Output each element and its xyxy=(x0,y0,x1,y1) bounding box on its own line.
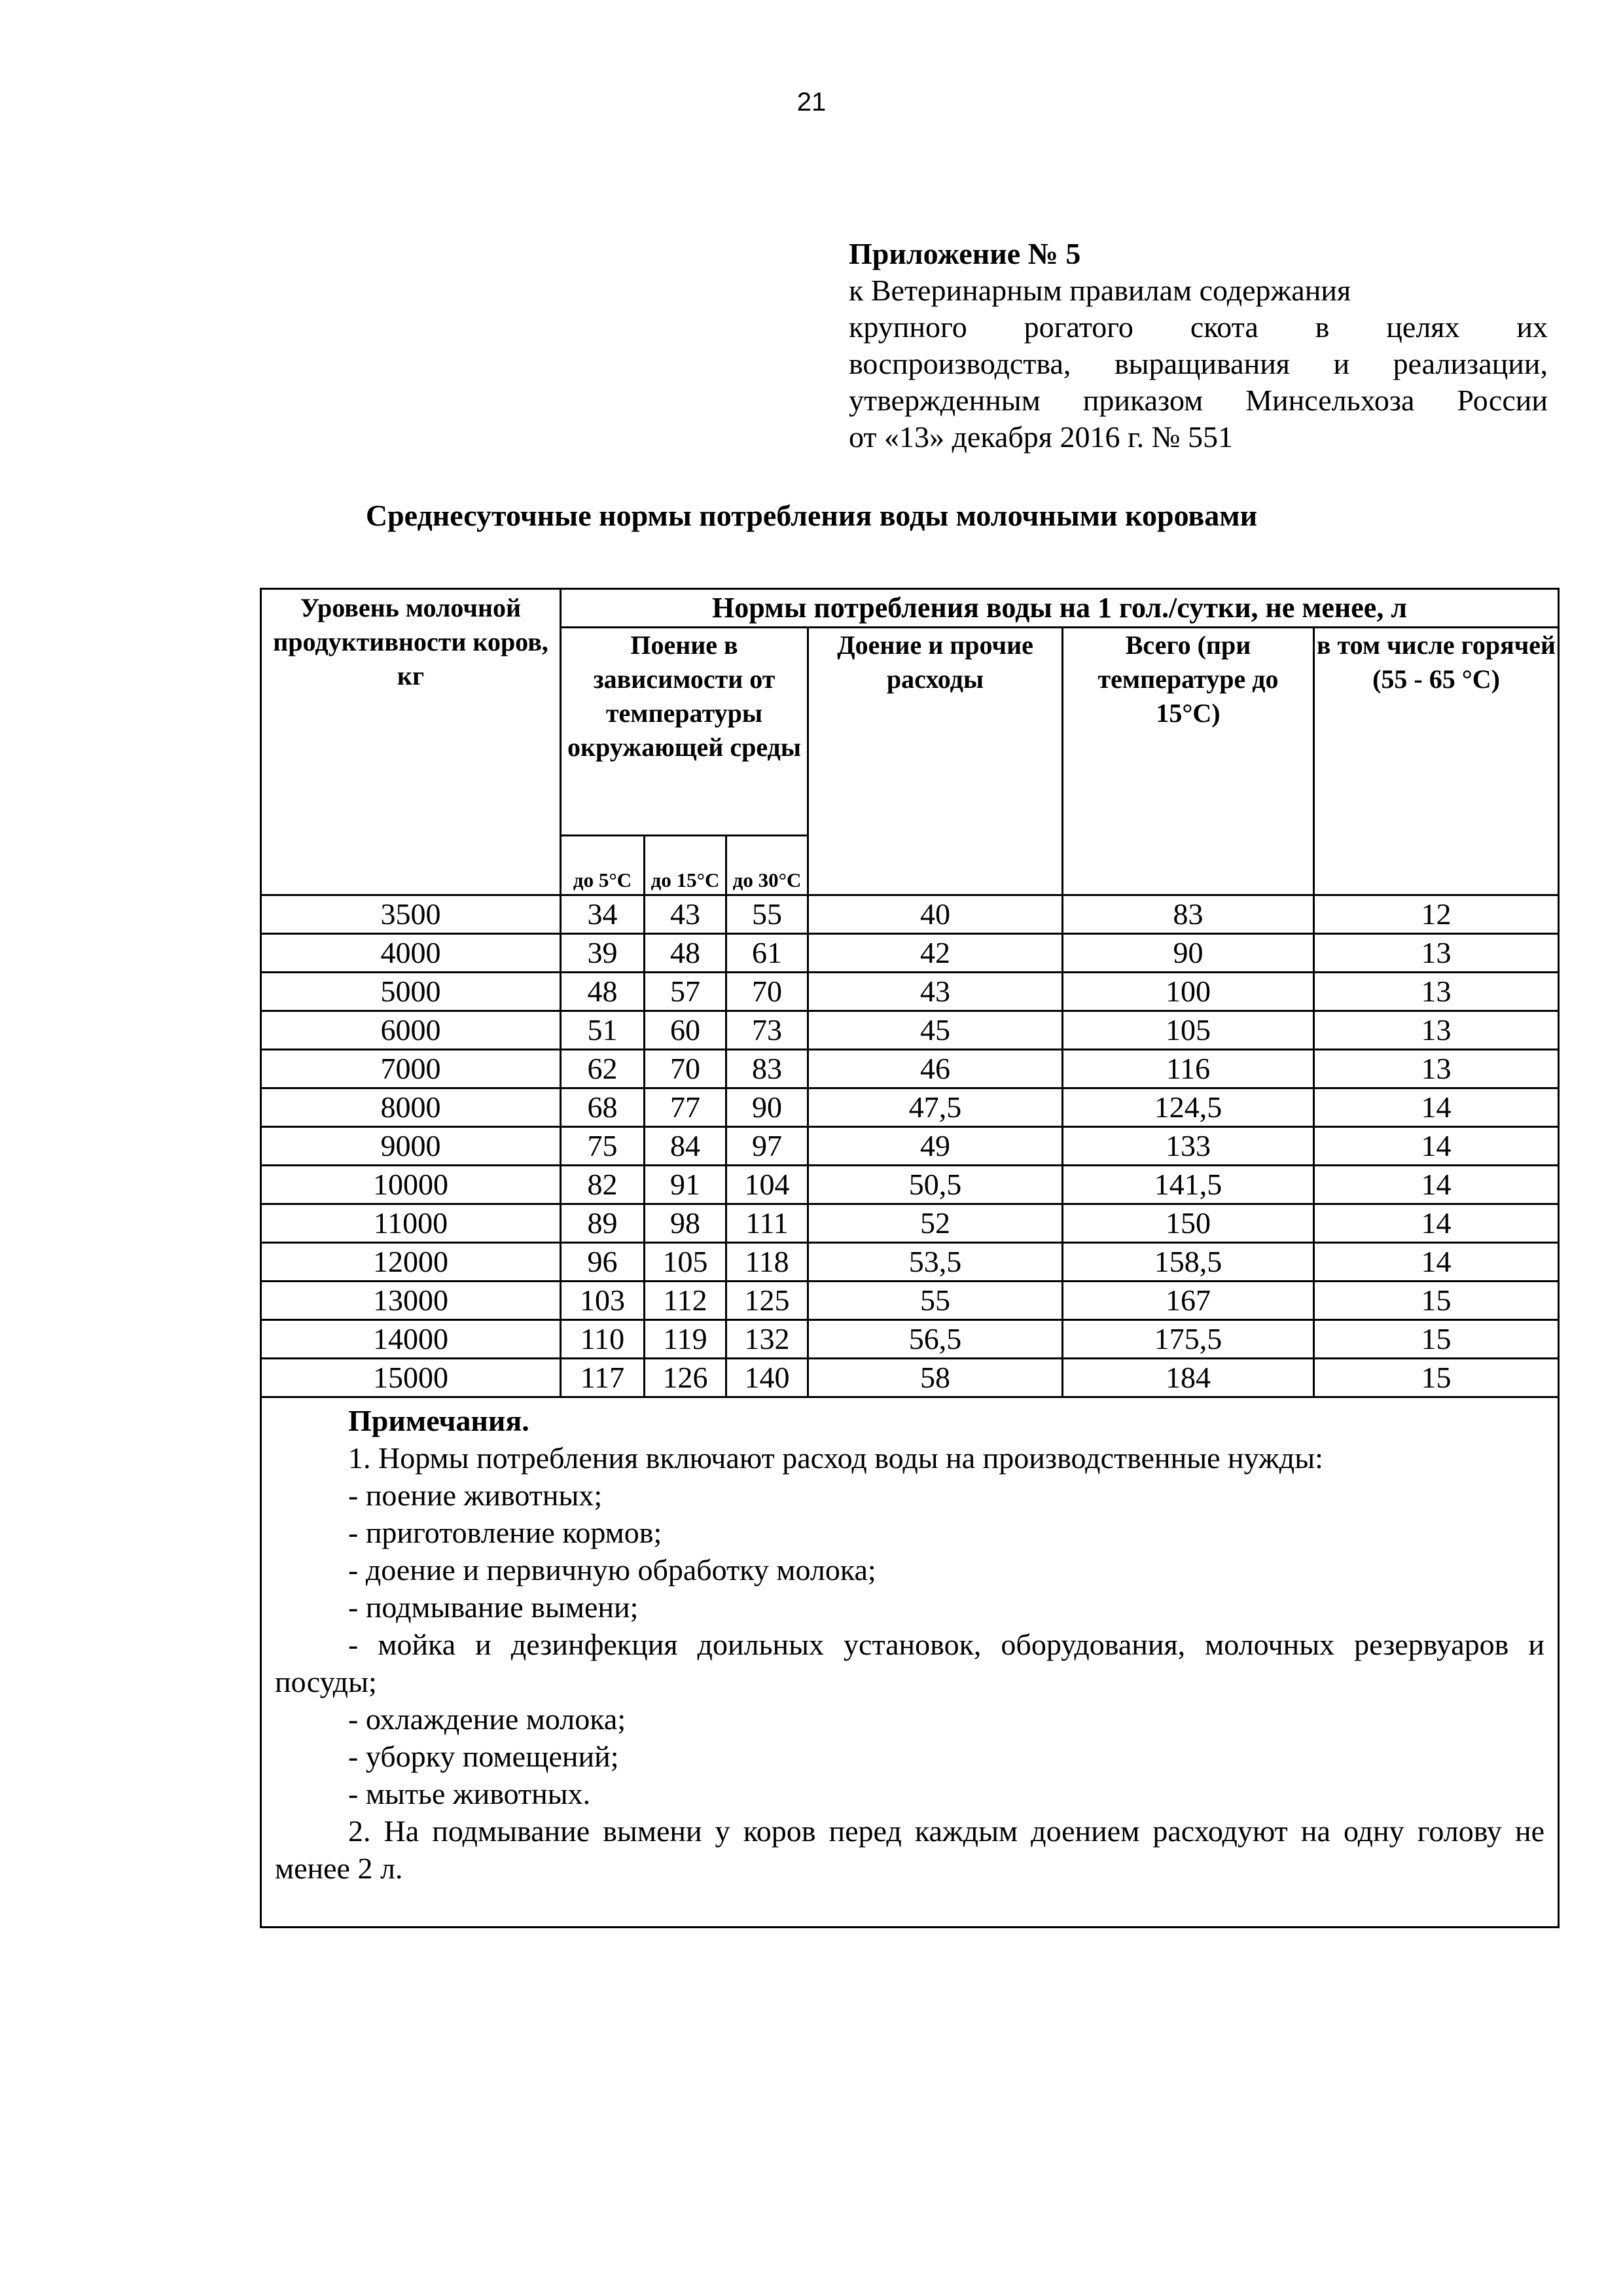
cell-production-level: 5000 xyxy=(261,973,561,1011)
note-bullet: - охлаждение молока; xyxy=(348,1702,626,1736)
cell-drinking-30c: 73 xyxy=(726,1011,808,1050)
cell-milking: 56,5 xyxy=(808,1320,1063,1359)
cell-drinking-15c: 48 xyxy=(645,934,726,973)
appendix-title: Приложение № 5 xyxy=(849,237,1081,270)
cell-drinking-30c: 132 xyxy=(726,1320,808,1359)
header-production-level: Уровень молочной продуктивности коров, кг xyxy=(261,589,561,895)
cell-drinking-15c: 43 xyxy=(645,895,726,934)
cell-drinking-5c: 68 xyxy=(561,1088,645,1127)
header-temp-30: до 30°С xyxy=(726,836,808,895)
cell-production-level: 9000 xyxy=(261,1127,561,1166)
cell-production-level: 10000 xyxy=(261,1166,561,1204)
note-item-2: 2. На подмывание вымени у коров перед каждым доением расходуют на одну голову не менее 2 л. xyxy=(275,1814,1545,1885)
cell-drinking-15c: 57 xyxy=(645,973,726,1011)
cell-total: 100 xyxy=(1063,973,1314,1011)
cell-drinking-5c: 51 xyxy=(561,1011,645,1050)
cell-total: 167 xyxy=(1063,1282,1314,1320)
cell-hot-water: 13 xyxy=(1314,1050,1559,1088)
appendix-line: крупного рогатого скота в целях их xyxy=(849,310,1548,344)
cell-milking: 50,5 xyxy=(808,1166,1063,1204)
cell-drinking-15c: 84 xyxy=(645,1127,726,1166)
cell-total: 158,5 xyxy=(1063,1243,1314,1282)
header-temp-15: до 15°С xyxy=(645,836,726,895)
cell-hot-water: 14 xyxy=(1314,1088,1559,1127)
appendix-line: утвержденным приказом Минсельхоза России xyxy=(849,384,1548,417)
cell-total: 90 xyxy=(1063,934,1314,973)
cell-production-level: 4000 xyxy=(261,934,561,973)
table-row xyxy=(261,1320,1559,1359)
cell-hot-water: 12 xyxy=(1314,895,1559,934)
cell-drinking-5c: 48 xyxy=(561,973,645,1011)
note-bullet: - уборку помещений; xyxy=(348,1740,619,1773)
cell-drinking-15c: 77 xyxy=(645,1088,726,1127)
cell-drinking-5c: 34 xyxy=(561,895,645,934)
cell-milking: 43 xyxy=(808,973,1063,1011)
cell-drinking-30c: 83 xyxy=(726,1050,808,1088)
cell-total: 116 xyxy=(1063,1050,1314,1088)
cell-hot-water: 14 xyxy=(1314,1243,1559,1282)
cell-total: 184 xyxy=(1063,1359,1314,1397)
cell-milking: 55 xyxy=(808,1282,1063,1320)
cell-hot-water: 13 xyxy=(1314,934,1559,973)
appendix-line: к Ветеринарным правилам содержания xyxy=(849,274,1351,307)
table-row xyxy=(261,1282,1559,1320)
cell-hot-water: 14 xyxy=(1314,1127,1559,1166)
cell-production-level: 15000 xyxy=(261,1359,561,1397)
note-item-1: 1. Нормы потребления включают расход воды на производственные нужды: xyxy=(348,1441,1323,1475)
note-bullet: - доение и первичную обработку молока; xyxy=(348,1553,876,1587)
appendix-line: воспроизводства, выращивания и реализации, xyxy=(849,347,1548,380)
cell-drinking-15c: 119 xyxy=(645,1320,726,1359)
cell-drinking-5c: 39 xyxy=(561,934,645,973)
cell-drinking-5c: 96 xyxy=(561,1243,645,1282)
note-bullet: - подмывание вымени; xyxy=(348,1590,639,1624)
cell-drinking-30c: 55 xyxy=(726,895,808,934)
cell-hot-water: 14 xyxy=(1314,1204,1559,1243)
cell-production-level: 3500 xyxy=(261,895,561,934)
cell-drinking-15c: 60 xyxy=(645,1011,726,1050)
table-row xyxy=(261,934,1559,973)
water-norms-table xyxy=(260,588,1560,1928)
cell-drinking-5c: 62 xyxy=(561,1050,645,1088)
header-hot-water: в том числе горячей (55 - 65 °С) xyxy=(1314,628,1559,895)
table-row xyxy=(261,1011,1559,1050)
note-bullet: - приготовление кормов; xyxy=(348,1516,662,1549)
cell-milking: 47,5 xyxy=(808,1088,1063,1127)
cell-drinking-30c: 140 xyxy=(726,1359,808,1397)
cell-drinking-5c: 110 xyxy=(561,1320,645,1359)
notes-title: Примечания. xyxy=(348,1404,529,1437)
page-number: 21 xyxy=(796,88,827,117)
cell-drinking-15c: 91 xyxy=(645,1166,726,1204)
cell-drinking-5c: 89 xyxy=(561,1204,645,1243)
cell-drinking-30c: 97 xyxy=(726,1127,808,1166)
cell-milking: 53,5 xyxy=(808,1243,1063,1282)
table-row xyxy=(261,1050,1559,1088)
header-total: Всего (при температуре до 15°С) xyxy=(1063,628,1314,895)
cell-production-level: 8000 xyxy=(261,1088,561,1127)
cell-drinking-30c: 104 xyxy=(726,1166,808,1204)
table-row xyxy=(261,895,1559,934)
cell-milking: 45 xyxy=(808,1011,1063,1050)
cell-production-level: 7000 xyxy=(261,1050,561,1088)
appendix-header xyxy=(849,236,1548,456)
cell-milking: 40 xyxy=(808,895,1063,934)
note-bullet: - мойка и дезинфекция доильных установок, оборудования, молочных резервуаров и посуды; xyxy=(275,1628,1545,1698)
cell-hot-water: 13 xyxy=(1314,973,1559,1011)
cell-drinking-5c: 117 xyxy=(561,1359,645,1397)
cell-milking: 49 xyxy=(808,1127,1063,1166)
cell-drinking-30c: 118 xyxy=(726,1243,808,1282)
cell-hot-water: 13 xyxy=(1314,1011,1559,1050)
cell-total: 124,5 xyxy=(1063,1088,1314,1127)
cell-drinking-30c: 111 xyxy=(726,1204,808,1243)
cell-drinking-5c: 103 xyxy=(561,1282,645,1320)
cell-drinking-30c: 70 xyxy=(726,973,808,1011)
cell-drinking-15c: 112 xyxy=(645,1282,726,1320)
cell-drinking-30c: 61 xyxy=(726,934,808,973)
cell-hot-water: 14 xyxy=(1314,1166,1559,1204)
header-milking: Доение и прочие расходы xyxy=(808,628,1063,895)
table-row xyxy=(261,1243,1559,1282)
cell-production-level: 11000 xyxy=(261,1204,561,1243)
cell-drinking-15c: 126 xyxy=(645,1359,726,1397)
cell-hot-water: 15 xyxy=(1314,1282,1559,1320)
cell-hot-water: 15 xyxy=(1314,1320,1559,1359)
table-row xyxy=(261,1359,1559,1397)
cell-total: 83 xyxy=(1063,895,1314,934)
cell-production-level: 12000 xyxy=(261,1243,561,1282)
cell-drinking-5c: 82 xyxy=(561,1166,645,1204)
notes-cell xyxy=(261,1397,1559,1928)
cell-total: 141,5 xyxy=(1063,1166,1314,1204)
table-row xyxy=(261,973,1559,1011)
cell-drinking-30c: 90 xyxy=(726,1088,808,1127)
table-row xyxy=(261,1166,1559,1204)
note-bullet: - мытье животных. xyxy=(348,1777,591,1810)
header-temp-5: до 5°С xyxy=(561,836,645,895)
cell-hot-water: 15 xyxy=(1314,1359,1559,1397)
appendix-line: от «13» декабря 2016 г. № 551 xyxy=(849,420,1234,454)
cell-total: 133 xyxy=(1063,1127,1314,1166)
cell-milking: 58 xyxy=(808,1359,1063,1397)
cell-drinking-15c: 70 xyxy=(645,1050,726,1088)
table-row xyxy=(261,1127,1559,1166)
cell-milking: 46 xyxy=(808,1050,1063,1088)
cell-total: 105 xyxy=(1063,1011,1314,1050)
cell-production-level: 6000 xyxy=(261,1011,561,1050)
cell-milking: 52 xyxy=(808,1204,1063,1243)
header-drinking: Поение в зависимости от температуры окружающей среды xyxy=(561,628,808,836)
cell-drinking-5c: 75 xyxy=(561,1127,645,1166)
table-row xyxy=(261,1088,1559,1127)
table-row xyxy=(261,1204,1559,1243)
document-title: Среднесуточные нормы потребления воды молочными коровами xyxy=(365,499,1258,532)
cell-drinking-15c: 105 xyxy=(645,1243,726,1282)
cell-production-level: 14000 xyxy=(261,1320,561,1359)
cell-drinking-30c: 125 xyxy=(726,1282,808,1320)
cell-production-level: 13000 xyxy=(261,1282,561,1320)
cell-total: 175,5 xyxy=(1063,1320,1314,1359)
header-norms: Нормы потребления воды на 1 гол./сутки, не менее, л xyxy=(561,589,1559,628)
note-bullet: - поение животных; xyxy=(348,1479,603,1512)
cell-milking: 42 xyxy=(808,934,1063,973)
cell-total: 150 xyxy=(1063,1204,1314,1243)
cell-drinking-15c: 98 xyxy=(645,1204,726,1243)
